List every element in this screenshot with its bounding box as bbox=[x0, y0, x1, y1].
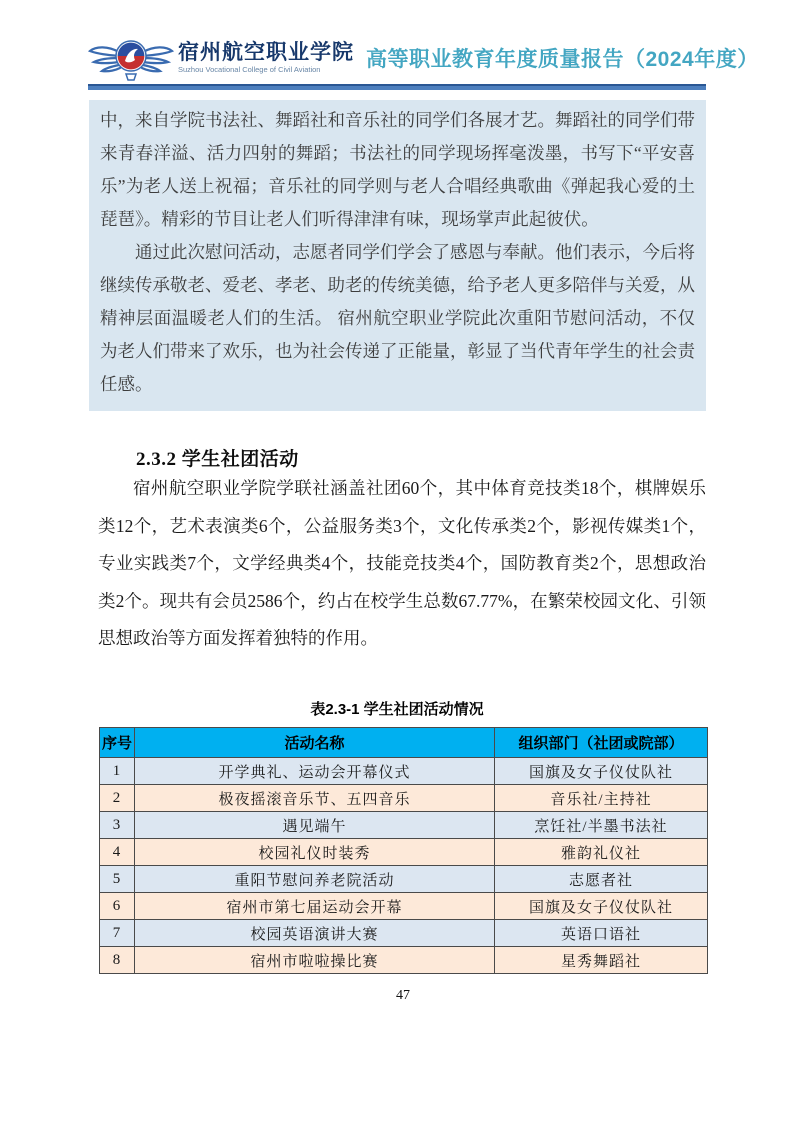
header-cell-index: 序号 bbox=[100, 728, 135, 758]
cell-org: 音乐社/主持社 bbox=[495, 785, 708, 812]
highlighted-text-block bbox=[89, 100, 706, 411]
cell-org: 雅韵礼仪社 bbox=[495, 839, 708, 866]
page-number: 47 bbox=[396, 988, 410, 1003]
highlight-paragraph-2: 通过此次慰问活动，志愿者同学们学会了感恩与奉献。他们表示，今后将继续传承敬老、爱老、孝老、助老的传统美德，给予老人更多陪伴与关爱，从精神层面温暖老人们的生活。 宿州航空职业学院此次重阳节慰问活动，不仅为老人们带来了欢乐，也为社会传递了正能量，彰显了当代青年学生的社会责任感。 bbox=[100, 242, 695, 394]
cell-index: 6 bbox=[100, 893, 135, 920]
table-row bbox=[100, 812, 708, 839]
table-row bbox=[100, 839, 708, 866]
cell-index: 3 bbox=[100, 812, 135, 839]
table-row bbox=[100, 947, 708, 974]
cell-org: 英语口语社 bbox=[495, 920, 708, 947]
cell-index: 7 bbox=[100, 920, 135, 947]
cell-index: 4 bbox=[100, 839, 135, 866]
cell-index: 5 bbox=[100, 866, 135, 893]
report-title: 高等职业教育年度质量报告（2024年度） bbox=[366, 48, 759, 71]
cell-activity: 遇见端午 bbox=[135, 812, 495, 839]
section-body-paragraph: 宿州航空职业学院学联社涵盖社团60个，其中体育竞技类18个，棋牌娱乐类12个，艺术表演类6个，公益服务类3个，文化传承类2个，影视传媒类1个，专业实践类7个，文学经典类4个，技能竞技类4个，国防教育类2个，思想政治类2个。现共有会员2586个，约占在校学生总数67.77%，在繁荣校园文化、引领思想政治等方面发挥着独特的作用。 bbox=[98, 478, 706, 648]
club-activity-table bbox=[99, 727, 708, 974]
table-row bbox=[100, 866, 708, 893]
cell-activity: 宿州市啦啦操比赛 bbox=[135, 947, 495, 974]
page-header bbox=[88, 32, 759, 84]
cell-org: 烹饪社/半墨书法社 bbox=[495, 812, 708, 839]
table-caption: 表2.3-1 学生社团活动情况 bbox=[310, 701, 484, 718]
college-logo-icon bbox=[88, 32, 174, 84]
section-heading: 2.3.2 学生社团活动 bbox=[136, 449, 299, 470]
table-row bbox=[100, 893, 708, 920]
cell-activity: 校园礼仪时装秀 bbox=[135, 839, 495, 866]
cell-activity: 校园英语演讲大赛 bbox=[135, 920, 495, 947]
cell-org: 国旗及女子仪仗队社 bbox=[495, 758, 708, 785]
cell-org: 国旗及女子仪仗队社 bbox=[495, 893, 708, 920]
cell-activity: 重阳节慰问养老院活动 bbox=[135, 866, 495, 893]
college-name-en: Suzhou Vocational College of Civil Aviation bbox=[178, 65, 321, 75]
college-name-block bbox=[178, 42, 354, 74]
header-cell-org: 组织部门（社团或院部） bbox=[495, 728, 708, 758]
cell-org: 志愿者社 bbox=[495, 866, 708, 893]
table-row bbox=[100, 785, 708, 812]
cell-org: 星秀舞蹈社 bbox=[495, 947, 708, 974]
header-divider bbox=[88, 84, 706, 90]
college-name-zh: 宿州航空职业学院 bbox=[178, 41, 354, 65]
cell-activity: 开学典礼、运动会开幕仪式 bbox=[135, 758, 495, 785]
table-header-row bbox=[100, 728, 708, 758]
cell-index: 8 bbox=[100, 947, 135, 974]
cell-activity: 宿州市第七届运动会开幕 bbox=[135, 893, 495, 920]
table-row bbox=[100, 920, 708, 947]
cell-index: 2 bbox=[100, 785, 135, 812]
cell-activity: 极夜摇滚音乐节、五四音乐 bbox=[135, 785, 495, 812]
header-cell-activity: 活动名称 bbox=[135, 728, 495, 758]
table-row bbox=[100, 758, 708, 785]
highlight-paragraph-1: 中，来自学院书法社、舞蹈社和音乐社的同学们各展才艺。舞蹈社的同学们带来青春洋溢、活力四射的舞蹈；书法社的同学现场挥毫泼墨，书写下“平安喜乐”为老人送上祝福；音乐社的同学则与老人合唱经典歌曲《弹起我心爱的土琵琶》。精彩的节目让老人们听得津津有味，现场掌声此起彼伏。 bbox=[100, 110, 695, 229]
cell-index: 1 bbox=[100, 758, 135, 785]
